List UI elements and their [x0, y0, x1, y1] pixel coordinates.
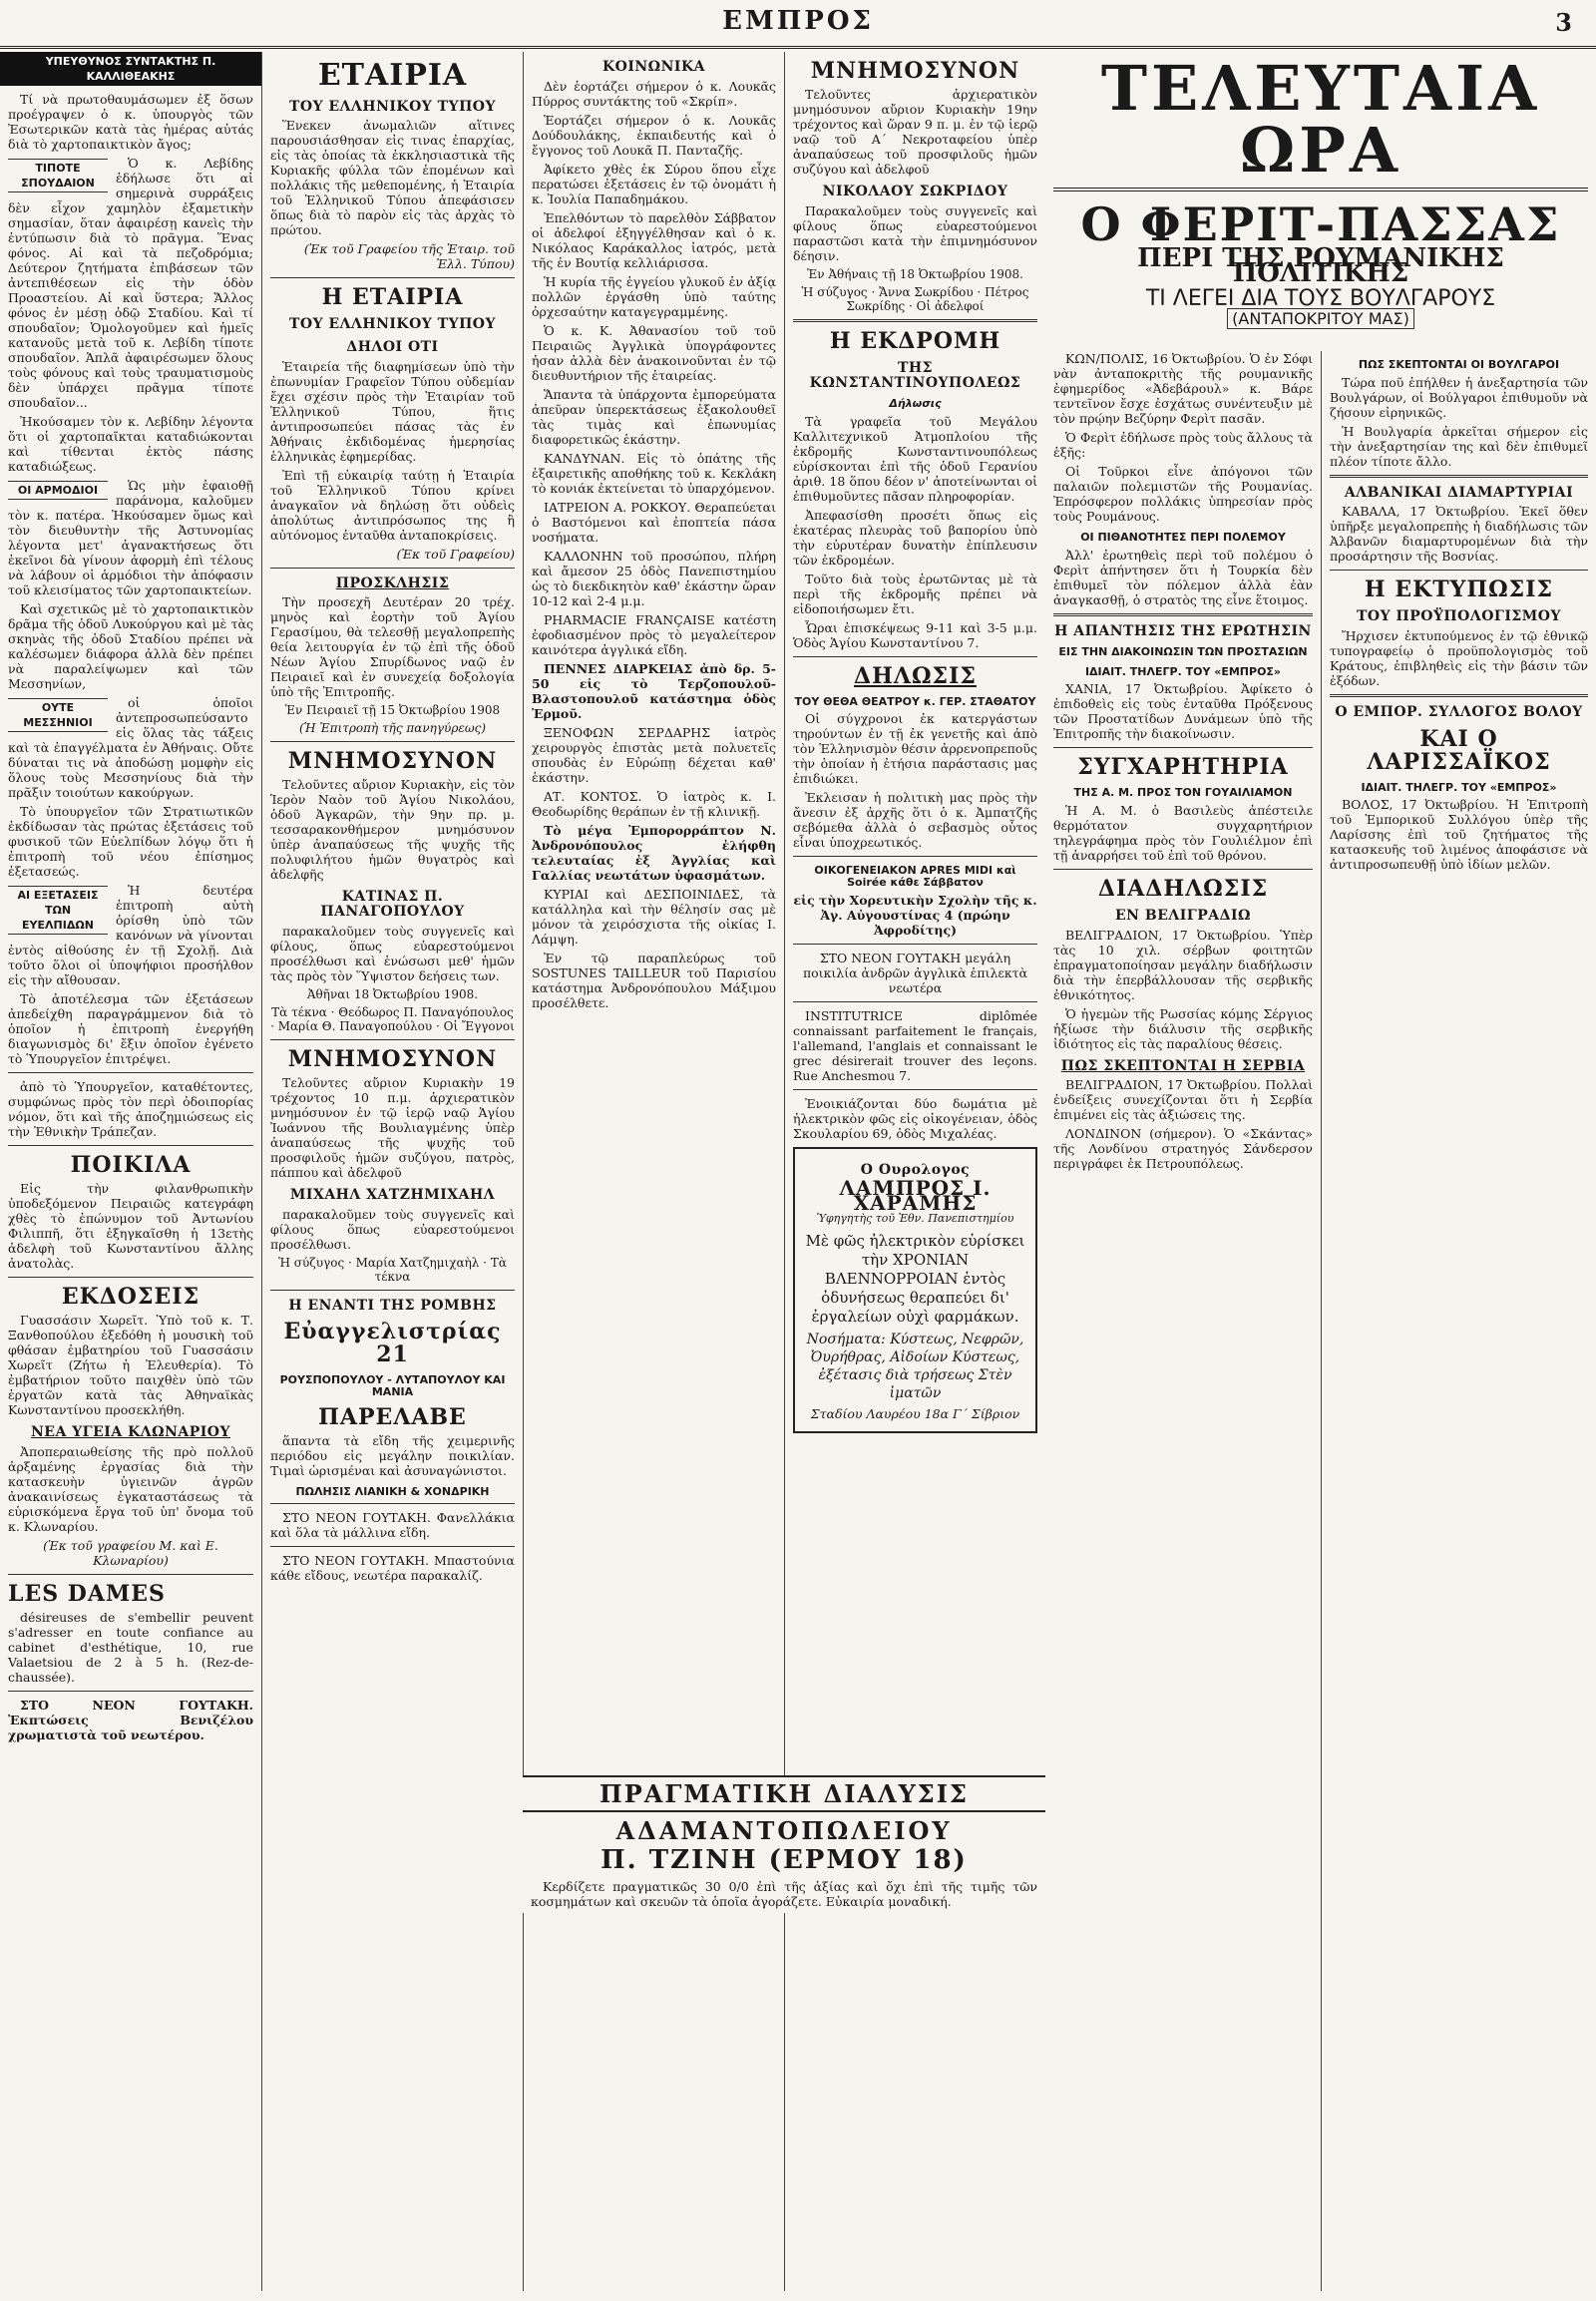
- column-1: [0, 52, 261, 2291]
- paragraph: Ὧραι ἐπισκέψεως 9-11 καὶ 3-5 μ.μ. Ὁδὸς Ἁγίου Κωνσταντίνου 7.: [793, 619, 1037, 650]
- section-heading: ΜΝΗΜΟΣΥΝΟΝ: [287, 1045, 498, 1072]
- divider: [8, 1691, 253, 1692]
- section-subheading: Εὐαγγελιστρίας 21: [283, 1319, 502, 1368]
- paragraph: PHARMACIE FRANÇAISE κατέστη ἐφοδιασμένον πρὸς τὸ μεγαλείτερον καινότερα ἀγγλικά εἴδη.: [532, 611, 776, 657]
- section-subheading: ΔΗΛΟΙ ΟΤΙ: [346, 338, 439, 355]
- source-note: (Ἐκ τοῦ Γραφείου τῆς Ἑταιρ. τοῦ Ἑλλ. Τύπου): [303, 241, 515, 272]
- deceased-name: ΚΑΤΙΝΑΣ Π. ΠΑΝΑΓΟΠΟΥΛΟΥ: [320, 889, 465, 921]
- paragraph: Καὶ σχετικῶς μὲ τὸ χαρτοπαικτικὸν δρᾶμα τῆς ὁδοῦ Λυκούργου καὶ μὲ τὰς σκηνὰς τῆς ὁδοῦ Σταδίου πρέπει νὰ καλέσωμεν διάφορα ἀλλὰ δὲν πρέπει νὰ παραλείψωμεν καὶ τῶν Μεσσηνίων,: [8, 601, 253, 691]
- correspondent-label: [1053, 308, 1588, 329]
- paragraph: Ἡ κυρία τῆς ἐγγείου γλυκοῦ ἐν ἀξίᾳ πολλῶν ἐργάσθη ὑπὸ ταύτης ὀρχεσαύτην καταγεγραμμένης.: [532, 273, 776, 319]
- banner-line: ΠΡΑΓΜΑΤΙΚΗ ΔΙΑΛΥΣΙΣ: [523, 1775, 1045, 1812]
- divider: [793, 656, 1037, 657]
- divider: [270, 741, 515, 742]
- paragraph: Ὁ κ. Λεβίδης ἐδήλωσε ὅτι αἱ σημερινὰ συρράξεις δὲν εἶχον χαμηλὸν ἐξαμετικὴν σημασίαν, ὅταν ἀφαιρέσῃ κανεὶς τὴν ἐντύπωσιν διὰ τὸ πρᾶγμα. Ἕνας φόνος. Αἱ καὶ τὰ πεζοδρόμια; Δεύτερον ζητήματα ἐπιβάσεων τῶν ἀντεπιθέσεων εἰς τὴν ὁδὸν Προαστείου. Αἱ καὶ ὕστερα; Ἄλλος φόνος ἐν μέσῃ ὁδῷ Σταδίου. Καὶ τί σπουδαῖον; Ὁμολογοῦμεν καὶ ἡμεῖς κατανοῦς μετὰ τοῦ κ. Λεβίδη τίποτε σπουδαῖον. Ἁπλᾶ ἀφαιρέσωμεν ὅλους τοὺς φόνους καὶ τοὺς τραυματισμοὺς δὲν ὑπάρχει πρᾶγμα τίποτε σπουδαῖον...: [8, 156, 253, 410]
- paragraph: ΠΕΝΝΕΣ ΔΙΑΡΚΕΙΑΣ ἀπὸ δρ. 5-50 εἰς τὸ Τερζοπουλοῦ-Βλαστοπουλοῦ κατάστημα ὁδὸς Ἐρμοῦ.: [532, 660, 776, 721]
- section-heading: ΠΩΣ ΣΚΕΠΤΟΝΤΑΙ Η ΣΕΡΒΙΑ: [1060, 1057, 1306, 1074]
- paragraph: Δὲν ἑορτάζει σήμερον ὁ κ. Λουκᾶς Πύρρος συντάκτης τοῦ «Σκρίπ».: [532, 78, 776, 109]
- paragraph: Τοῦτο διὰ τοὺς ἐρωτῶντας μὲ τὰ περὶ τῆς ἐκδρομῆς πρέπει νὰ εἰδοποιήσωμεν ἔτι.: [793, 571, 1037, 616]
- paragraph: Τὴν προσεχῆ Δευτέραν 20 τρέχ. μηνὸς καὶ ἑορτὴν τοῦ Ἁγίου Γερασίμου, θὰ τελεσθῇ μεγαλοπρεπὴς θεία λειτουργία ἐν τῷ ἐπὶ τῆς ὁδοῦ Νέων Ἁγίου Σπυρίδωνος ναῷ ἐν Πειραιεῖ καὶ ἐν συνεχείᾳ δοξολογία ὑπὸ τῆς Ἐπιτροπῆς.: [270, 594, 515, 700]
- signature: Τὰ τέκνα · Θεόδωρος Π. Παναγόπουλος · Μαρία Θ. Παναγοπούλου · Οἱ Ἔγγονοι: [270, 1004, 515, 1033]
- signature: Ἡ σύζυγος · Ἄννα Σωκρίδου · Πέτρος Σωκρίδης · Οἱ ἀδελφοί: [801, 284, 1029, 313]
- section-subheading: ΤΟΥ ΕΛΛΗΝΙΚΟΥ ΤΥΠΟΥ: [288, 98, 496, 115]
- paragraph: INSTITUTRICE diplômée connaissant parfaitement le français, l'allemand, l'anglais et connaissant le grec désirerait trouver des leçons. Rue Anchesmou 7.: [793, 1007, 1037, 1083]
- paragraph: Ἅπαντα τὰ ὑπάρχοντα ἐμπορεύματα ἀπεῦραν ὑπερεκτάσεως ἑξακολουθεῖ τὰς τιμὰς καὶ ἐπωνυμίας διαφορετικῶς ἑκάστην.: [532, 386, 776, 447]
- paragraph: Οἱ Τοῦρκοι εἶνε ἀπόγονοι τῶν παλαιῶν πολεμιστῶν τῆς Ρουμανίας. Ἐπρόσφερον πολλάκις ὑπηρεσίαν πρὸς τοὺς Ρουμάνους.: [1053, 464, 1313, 524]
- paragraph: ΒΟΛΟΣ, 17 Ὀκτωβρίου. Ἡ Ἐπιτροπὴ τοῦ Ἐμπορικοῦ Συλλόγου ὑπὲρ τῆς Λαρίσσης ἐπὶ τοῦ ζητήματος τῆς κατασκευῆς τοῦ λιμένος ἀποφάσισε νὰ ἀντιπροσωπευθῇ ὑπὸ ἰδίων μελῶν.: [1330, 797, 1588, 873]
- late-news-headline: Ο ΦΕΡΙΤ-ΠΑΣΣΑΣ: [1080, 197, 1561, 251]
- column-5-right: [1321, 351, 1596, 2291]
- section-subheading: ΤΗΣ Α. Μ. ΠΡΟΣ ΤΟΝ ΓΟΥΑΙΛΙΑΜΟΝ: [1073, 786, 1293, 800]
- paragraph: Ἡ Βουλγαρία ἀρκεῖται σήμερον εἰς τὴν ἀνεξαρτησίαν της καὶ δὲν ἐπιθυμεῖ πλέον τίποτε ἄλλο.: [1330, 423, 1588, 469]
- paragraph: Ἐνοικιάζονται δύο δωμάτια μὲ ἠλεκτρικὸν φῶς εἰς οἰκογένειαν, ὁδὸς Σκουλαρίου 69, ὁδὸς Μιχαλέας.: [793, 1095, 1037, 1141]
- section-heading: ΜΝΗΜΟΣΥΝΟΝ: [287, 748, 498, 775]
- divider: [1330, 475, 1588, 478]
- section-subheading: ΕΝ ΒΕΛΙΓΡΑΔΙΩ: [1115, 908, 1251, 925]
- paragraph: Ἀπεφασίσθη προσέτι ὅπως εἰς ἑκατέρας πλευρὰς τοῦ βαπορίου ὑπὸ τὴν εὐρυτέραν δυνατὴν ἐπίπλευσιν τῶν ἐκδρομέων.: [793, 507, 1037, 568]
- section-heading: ΜΝΗΜΟΣΥΝΟΝ: [810, 58, 1020, 84]
- column-4: [784, 52, 1045, 2291]
- divider: [793, 856, 1037, 857]
- section-heading: ΕΤΑΙΡΙΑ: [317, 58, 468, 93]
- section-subheading: ΤΟΥ ΠΡΟΫΠΟΛΟΓΙΣΜΟΥ: [1357, 608, 1561, 625]
- paragraph: Παρακαλοῦμεν τοὺς συγγενεῖς καὶ φίλους ὅπως εὐαρεστούμενοι παραστῶσι κατὰ τὴν ἐπιμνημόσυνον δέησιν.: [793, 202, 1037, 263]
- section-subheading: ΙΔΙΑΙΤ. ΤΗΛΕΓΡ. ΤΟΥ «ΕΜΠΡΟΣ»: [1361, 780, 1557, 794]
- section-subheading: ΤΟΥ ΕΛΛΗΝΙΚΟΥ ΤΥΠΟΥ: [288, 316, 496, 333]
- deceased-name: ΝΙΚΟΛΑΟΥ ΣΩΚΡΙΔΟΥ: [822, 184, 1008, 200]
- paragraph: ΚΩΝ/ΠΟΛΙΣ, 16 Ὀκτωβρίου. Ὁ ἐν Σόφι νὰν ἀνταποκριτὴς τῆς ρουμανικῆς ἐφημερίδος «Ἀδεβάρουλ» κ. Βάρε τεντεῖνον ἔσχε ἐσχάτως συνέντευξιν μὲ τὸν πρῴην Βεζύρην Φερὶτ πασᾶν.: [1053, 351, 1313, 426]
- paragraph: Ὁ Φερὶτ ἐδήλωσε πρὸς τοὺς ἄλλους τὰ ἑξῆς:: [1053, 430, 1313, 460]
- paragraph: Εἰς τὴν φιλανθρωπικὴν ὑποδεξόμενον Πειραιῶς κατεγράφη χθὲς τὸ ἐπώνυμον τοῦ Ἀντωνίου Φιλιππῆ, ὅτι ἐξηγκαῖσθη ἡ 13ετὴς ἀδελφὴ τοῦ Κωνσταντίνου ἄλλης ἀνατολὰς.: [8, 1181, 253, 1272]
- section-subheading: ΕΙΣ ΤΗΝ ΔΙΑΚΟΙΝΩΣΙΝ ΤΩΝ ΠΡΟΣΤΑΣΙΩΝ: [1058, 645, 1308, 659]
- divider: [1053, 869, 1313, 870]
- paragraph: Τὸ μέγα Ἐμπορορράπτον Ν. Ἀνδρονόπουλος ἐλήφθη τελευταίας ἐξ Ἀγγλίας καὶ Γαλλίας νεωτάτων ὑφασμάτων.: [532, 822, 776, 883]
- section-heading: ΣΥΓΧΑΡΗΤΗΡΙΑ: [1077, 754, 1289, 781]
- source-note: (Ἐκ τοῦ Γραφείου): [396, 546, 515, 562]
- side-label: ΟΙ ΑΡΜΟΔΙΟΙ: [8, 481, 108, 500]
- paragraph: Γυασσάσιν Χωρεῖτ. Ὑπὸ τοῦ κ. Τ. Ξανθοπούλου ἐξεδόθη ἡ μουσικὴ τοῦ φθάσαν ἐμβατηρίου τοῦ Γυασσάσιν Χωρεῖτ (Ζήτω ἡ Ἐλευθερία). Τὸ ἐμβατήριον τοῦτο παιχθὲν ὑπὸ τῶν ἐργατῶν κατὰ τὰς Ἀθηναϊκὰς Κωνσταντίνου προσεκλήθη.: [8, 1313, 253, 1418]
- signature: Ἀθῆναι 18 Ὀκτωβρίου 1908.: [306, 986, 479, 1001]
- section-heading: ΠΩΛΗΣΙΣ ΛΙΑΝΙΚΗ & ΧΟΝΔΡΙΚΗ: [295, 1484, 490, 1498]
- paragraph: désireuses de s'embellir peuvent s'adresser en toute confiance au cabinet d'esthétique, 10, rue Valaetsiou de 2 à 5 h. (Rez-de-chaussée).: [8, 1609, 253, 1685]
- late-news-title: ΤΕΛΕΥΤΑΙΑ ΩΡΑ: [1053, 58, 1588, 192]
- divider: [1330, 694, 1588, 697]
- paragraph: ΚΑΒΑΛΑ, 17 Ὀκτωβρίου. Ἐκεῖ ὅθεν ὑπῆρξε μεγαλοπρεπὴς ἡ διαδήλωσις τῶν Ἀλβανῶν διαμαρτυρομένων διὰ τὴν προσάρτησιν τῆς Βοσνίας.: [1330, 504, 1588, 565]
- jeweler-ad-banner: [523, 1775, 1045, 1913]
- source-note: (Ἐκ τοῦ γραφείου Μ. καὶ Ε. Κλωναρίου): [43, 1537, 218, 1568]
- paragraph: Τὸ ἀποτέλεσμα τῶν ἐξετάσεων ἀπεδείχθη παραγράμμενον διὰ τὸ ὁποῖον ἡ ἐπιτροπὴ ἐνεργήθη διαγωνισμὸς δι' ἔξιν ὁποῖον ἐγένετο τὸ Ὑπουργεῖον ἐπιτρέψει.: [8, 991, 253, 1066]
- paragraph: ΒΕΛΙΓΡΑΔΙΟΝ, 17 Ὀκτωβρίου. Πολλαὶ ἐνδείξεις συνεχίζονται ὅτι ἡ Σερβία ἐπιμένει εἰς τὰς ἀξιώσεις της.: [1053, 1077, 1313, 1123]
- author-bar: ΥΠΕΥΘΥΝΟΣ ΣΥΝΤΑΚΤΗΣ Π. ΚΑΛΛΙΘΕΑΚΗΣ: [0, 52, 261, 86]
- paragraph: ἅπαντα τὰ εἴδη τῆς χειμερινῆς περιόδου εἰς μεγάλην ποικιλίαν. Τιμαὶ ὡρισμέναι καὶ ἀσυναγώνιστοι.: [270, 1432, 515, 1478]
- ad-heading: Ο Ουρολογος: [860, 1161, 971, 1178]
- divider: [8, 1277, 253, 1278]
- paragraph: Τελοῦντες αὔριον Κυριακὴν 19 τρέχοντος 10 π.μ. ἀρχιερατικὸν μνημόσυνον ἐν τῷ ἱερῷ ναῷ Ἁγίου Ἰωάννου τῆς Βουλιαγμένης ὑπὲρ ἀναπαύσεως τῆς ψυχῆς τοῦ προσφιλοῦς ἡμῶν συζύγου, πατρὸς, πάππου καὶ ἀδελφοῦ: [270, 1074, 515, 1180]
- divider: [270, 1546, 515, 1547]
- section-heading: ΕΚΔΟΣΕΙΣ: [61, 1284, 200, 1311]
- paragraph: Οἱ σύγχρονοι ἐκ κατεργάστων τηρούντων ἐν τῇ ἐκ γενετῆς καὶ ἀπὸ τὸν Ἑλληνισμὸν θέσιν ἀρρενοπρεποῦς τὴν ὁποίαν ἡ ἐτήσια παράστασις μας ἐπιδιώκει.: [793, 711, 1037, 787]
- section-heading: Η ΕΚΔΡΟΜΗ: [829, 327, 1001, 354]
- paragraph: Ἠκούσαμεν τὸν κ. Λεβίδην λέγοντα ὅτι οἱ χαρτοπαῖκται καταδιώκονται καὶ τίθενται ἐκτὸς πάσης καταδιώξεως.: [8, 414, 253, 474]
- paragraph: Ἐν τῷ παραπλεύρως τοῦ SOSTUNES TAILLEUR τοῦ Παρισίου κατάστημα Ἀνδρονόπουλου Μάξιμου προσέλθετε.: [532, 950, 776, 1010]
- side-label: ΑΙ ΕΞΕΤΑΣΕΙΣ ΤΩΝ ΕΥΕΛΠΙΔΩΝ: [8, 886, 108, 935]
- paragraph: Ἡ Α. Μ. ὁ Βασιλεὺς ἀπέστειλε θερμότατον συγχαρητήριον τηλεγράφημα πρὸς τὸν Γουλιέλμον ἐπὶ τῇ ἀναρρήσει τοῦ ἐπὶ τοῦ θρόνου.: [1053, 802, 1313, 863]
- section-subheading: ΡΟΥΣΠΟΠΟΥΛΟΥ - ΛΥΤΑΠΟΥΛΟΥ ΚΑΙ ΜΑΝΙΑ: [279, 1373, 506, 1399]
- paragraph: ΛΟΝΔΙΝΟΝ (σήμερον). Ὁ «Σκάντας» τῆς Λονδίνου στρατηγός Σάνδερσον περιγράφει ἐκ Πετρουπόλεως.: [1053, 1126, 1313, 1172]
- paragraph: ΙΑΤΡΕΙΟΝ Α. ΡΟΚΚΟΥ. Θεραπεύεται ὁ Βαστόμενοι καὶ ἐποπτεία πάσα νοσήματα.: [532, 499, 776, 545]
- banner-line: Π. ΤΖΙΝΗ (ΕΡΜΟΥ 18): [600, 1845, 968, 1875]
- section-heading: ΟΙ ΠΙΘΑΝΟΤΗΤΕΣ ΠΕΡΙ ΠΟΛΕΜΟΥ: [1080, 531, 1286, 544]
- divider: [270, 1290, 515, 1291]
- paragraph: Ἀφίκετο χθὲς ἐκ Σύρου ὅπου εἶχε περατώσει ἐξετάσεις ἐν τῷ ὀνομάτι ἡ κ. Ἰουλία Παπαδημάκου.: [532, 161, 776, 206]
- paragraph: Ὁ ἡγεμὼν τῆς Ρωσσίας κόμης Σέργιος ἠξίωσε τὴν διάλυσιν τῆς σερβικῆς ἰδιότητος εἰς τὰς παραλίους θέσεις.: [1053, 1005, 1313, 1051]
- divider: [270, 277, 515, 278]
- paragraph: παρακαλοῦμεν τοὺς συγγενεῖς καὶ φίλους ὅπως εὐαρεστούμενοι προσέλθωσι.: [270, 1206, 515, 1252]
- section-subheading: ΠΑΡΕΛΑΒΕ: [318, 1403, 467, 1430]
- correspondent-text: (ΑΝΤΑΠΟΚΡΙΤΟΥ ΜΑΣ): [1227, 308, 1414, 329]
- paragraph: Ἑορτάζει σήμερον ὁ κ. Λουκᾶς Δούδουλάκης, ἐκπαιδευτής καὶ ὁ ἔγγονος τοῦ Λουκᾶ Π. Πανταζῆς.: [532, 112, 776, 158]
- late-news-subheadline: ΠΕΡΙ ΤΗΣ ΡΟΥΜΑΝΙΚΗΣ ΠΟΛΙΤΙΚΗΣ: [1137, 243, 1504, 288]
- banner-line: ΑΔΑΜΑΝΤΟΠΩΛΕΙΟΥ: [615, 1816, 953, 1845]
- divider: [270, 1039, 515, 1040]
- ad-text: Νοσήματα: Κύστεως, Νεφρῶν, Ὀυρήθρας, Αἰδοίων Κύστεως, ἐξέτασις διὰ τρήσεως Στὲν ἰματῶν: [806, 1332, 1024, 1402]
- paragraph: ΚΑΛΛΟΝΗΝ τοῦ προσώπου, πλήρη καὶ ἄμεσον 25 ὁδὸς Πανεπιστημίου ὡς τὸ διεκδικητὸν καθ' ἑκάστην ὥραν 10-12 καὶ 2-4 μ.μ.: [532, 548, 776, 608]
- divider: [270, 568, 515, 569]
- paragraph: ΚΥΡΙΑΙ καὶ ΔΕΣΠΟΙΝΙΔΕΣ, τὰ κατάλληλα καὶ τὴν θέλησίν σας μὲ μόνον τὰ χειρόσχιστα τῆς οἰκίας Ι. Λάμψη.: [532, 886, 776, 947]
- paragraph: Ἡ δευτέρα ἐπιτροπὴ αὐτὴ ὁρίσθη ὑπὸ τῶν κανόνων νὰ γίνονται ἐντὸς αἰθούσης ἐν τῇ Σχολῇ. Διὰ τοῦτο ὅλοι οἱ ὑποψήφιοι προσήλθον εἰς τὴν αἴθουσαν.: [8, 883, 253, 987]
- section-heading: ΚΟΙΝΩΝΙΚΑ: [601, 59, 706, 75]
- paragraph: ΑΤ. ΚΟΝΤΟΣ. Ὁ ἰατρὸς κ. Ι. Θεοδωρίδης θεράπων ἐν τῇ κλινικῇ.: [532, 788, 776, 819]
- divider: [270, 1503, 515, 1504]
- paragraph: ΞΕΝΟΦΩΝ ΣΕΡΔΑΡΗΣ ἰατρὸς χειρουργὸς ἐπιστὰς μετὰ πολυετεῖς σπουδὰς ἐν Εὐρώπῃ δέχεται καθ' ἑκάστην.: [532, 724, 776, 785]
- paragraph: ΒΕΛΙΓΡΑΔΙΟΝ, 17 Ὀκτωβρίου. Ὑπὲρ τὰς 10 χιλ. σέρβων φοιτητῶν ἐπραγματοποίησαν μεγάλην διαδήλωσιν διὰ τὴν ἑπερβάλλουσαν τῆς σερβικῆς ἐθνικότητος.: [1053, 927, 1313, 1002]
- signature: (Ἡ Ἐπιτροπὴ τῆς πανηγύρεως): [298, 721, 487, 736]
- section-heading: ΔΙΑΔΗΛΩΣΙΣ: [1097, 875, 1269, 902]
- divider: [1330, 570, 1588, 571]
- paragraph: ΣΤΟ ΝΕΟΝ ΓΟΥΤΑΚΗ μεγάλη ποικιλία ἀνδρῶν ἀγγλικὰ ἐπιλεκτὰ νεωτέρα: [802, 950, 1028, 995]
- section-subheading: ΤΗΣ ΚΩΝΣΤΑΝΤΙΝΟΥΠΟΛΕΩΣ: [809, 359, 1021, 391]
- section-heading: ΠΡΟΣΚΛΗΣΙΣ: [335, 575, 450, 591]
- section-subheading: ΤΟΥ ΘΕΘΑ ΘΕΑΤΡΟΥ κ. ΓΕΡ. ΣΤΑΘΑΤΟΥ: [794, 694, 1036, 708]
- section-subheading: ΙΔΙΑΙΤ. ΤΗΛΕΓΡ. ΤΟΥ «ΕΜΠΡΟΣ»: [1084, 664, 1282, 678]
- paragraph: Τελοῦντες ἀρχιερατικὸν μνημόσυνον αὔριον Κυριακὴν 19ην τρέχοντος καὶ ὥραν 9 π. μ. ἐν τῷ ἱερῷ ναῷ τοῦ Α΄ Νεκροταφείου ὑπὲρ ἀναπαύσεως τοῦ προσφιλοῦς ἡμῶν συζύγου καὶ ἀδελφοῦ: [793, 87, 1037, 178]
- section-subheading: ΚΑΙ Ο ΛΑΡΙΣΣΑΪΚΟΣ: [1367, 725, 1551, 775]
- divider: [8, 1574, 253, 1575]
- paragraph: ΣΤΟ ΝΕΟΝ ΓΟΥΤΑΚΗ. Φανελλάκια καὶ ὅλα τὰ μάλλινα εἴδη.: [270, 1510, 515, 1541]
- newspaper-title: ΕΜΠΡΟΣ: [722, 6, 874, 36]
- side-label: ΟΥΤΕ ΜΕΣΣΗΝΙΟΙ: [8, 698, 108, 732]
- section-heading: ΠΟΙΚΙΛΑ: [70, 1152, 192, 1178]
- paragraph: Τώρα ποῦ ἐπήλθεν ἡ ἀνεξαρτησία τῶν Βουλγάρων, οἱ Βούλγαροι ἐπιθυμοῦν νὰ ζήσουν εἰρηνικῶς.: [1330, 374, 1588, 420]
- paragraph: οἱ ὁποῖοι ἀντεπροσωπεύσαντο εἰς ὅλας τὰς τάξεις καὶ τὰ ἐπαγγέλματα ἐν Ἀθήναις. Οὔτε δύναται τις νὰ ἀποδώσῃ μομφὴν εἰς ὅλους τοὺς Μεσσηνίους διὰ τὴν πρᾶξιν τοιούτων κακούργων.: [8, 695, 253, 800]
- signature: Ἐν Ἀθήναις τῇ 18 Ὀκτωβρίου 1908.: [807, 266, 1023, 281]
- paragraph: Ἐπελθόντων τὸ παρελθὸν Σάββατον οἱ ἀδελφοί ἐξηγγέλθησαν καὶ ὁ κ. Νικόλαος Καράκαλλος ἰατρός, μετὰ τῆς ἐν Βουτίᾳ κελλιάρισσα.: [532, 209, 776, 270]
- page-number: 3: [1555, 8, 1572, 37]
- paragraph: Ἕνεκεν ἀνωμαλιῶν αἵτινες παρουσιάσθησαν εἰς τινας ἐπαρχίας, εἰς τὰς ὁποίας τὰ ἐκκλησιαστικὰ τῆς Κυριακῆς φύλλα τῶν ἐπομένων καὶ πολλάκις τῆς μεθεπομένης, ἡ Ἑταιρία τοῦ Ἑλληνικοῦ Τύπου ἀπεφάσισεν ὅπως διὰ τὸ παρὸν εἰς τὰς ἀρχὰς τὸ πρώτου.: [270, 118, 515, 238]
- section-heading: Η ΕΝΑΝΤΙ ΤΗΣ ΡΟΜΒΗΣ: [288, 1297, 497, 1314]
- divider: [8, 1072, 253, 1073]
- paragraph: Τὰ γραφεῖα τοῦ Μεγάλου Καλλιτεχνικοῦ Ἀτμοπλοίου τῆς ἐκδρομῆς Κωνσταντινουπόλεως εὑρίσκονται ἐπὶ τῆς ὁδοῦ Γερανίου ἀριθ. 18 ὅπου δέον ν' ἀποτείνωνται οἱ ἐπιθυμοῦντες πᾶσαν πληροφορίαν.: [793, 413, 1037, 504]
- section-heading: Η ΑΠΑΝΤΗΣΙΣ ΤΗΣ ΕΡΩΤΗΣΙΝ: [1054, 622, 1312, 639]
- signature: Ἐν Πειραιεῖ τῇ 15 Ὀκτωβρίου 1908: [284, 703, 501, 718]
- late-news-subheadline: ΤΙ ΛΕΓΕΙ ΔΙΑ ΤΟΥΣ ΒΟΥΛΓΑΡΟΥΣ: [1145, 286, 1496, 311]
- section-heading: ΠΩΣ ΣΚΕΠΤΟΝΤΑΙ ΟΙ ΒΟΥΛΓΑΡΟΙ: [1358, 358, 1560, 371]
- divider: [1053, 613, 1313, 616]
- side-label: ΤΙΠΟΤΕ ΣΠΟΥΔΑΙΟΝ: [8, 159, 108, 192]
- paragraph: ἀπὸ τὸ Ὑπουργεῖον, καταθέτοντες, συμφώνως πρὸς τὸν περὶ ὀδοιπορίας νόμον, ὅτι καὶ τῆς ἀποζημιώσεως εἰς τὴν Ἐθνικὴν Τράπεζαν.: [8, 1079, 253, 1139]
- masthead: [0, 0, 1596, 49]
- doctor-ad: [793, 1147, 1037, 1434]
- paragraph: Τὸ ὑπουργεῖον τῶν Στρατιωτικῶν ἐκδίδωσαν τὰς πρώτας ἐξετάσεις τοῦ φυσικοῦ τῶν Εὐελπίδων λόγῳ ὅτι ἡ ἐπιτροπὴ τοῦ νέου ἐπίσημος ἐξετασεώς.: [8, 804, 253, 879]
- paragraph: Ἀλλ' ἐρωτηθεὶς περὶ τοῦ πολέμου ὁ Φερὶτ ἀπήντησεν ὅτι ἡ Τουρκία δὲν ἐπιθυμεῖ τὸν πόλεμον ἀλλὰ ἐὰν ἀναγκασθῇ, ὁ στρατὸς της εἶνε ἕτοιμος.: [1053, 547, 1313, 607]
- paragraph: Ἑταιρεία τῆς διαφημίσεων ὑπὸ τὴν ἐπωνυμίαν Γραφεῖον Τύπου οὐδεμίαν ἔχει σχέσιν πρὸς τὴν Ἑταιρίαν τοῦ Ἑλληνικοῦ Τύπου, ἥτις ἀντιπροσωπεύει πάσας τὰς ἐν Ἀθήναις ἐκδιδομένας ἡμερησίας ἑλληνικὰς ἐφημερίδας.: [270, 358, 515, 464]
- section-heading: LES DAMES: [8, 1580, 166, 1607]
- column-2: [261, 52, 523, 2291]
- divider: [1053, 747, 1313, 748]
- ad-address: Σταδίου Λαυρέου 18α Γ΄ Σίβριον: [810, 1406, 1020, 1422]
- divider: [793, 319, 1037, 322]
- paragraph: Ἤρχισεν ἐκτυπούμενος ἐν τῷ ἐθνικῷ τυπογραφείῳ ὁ προϋπολογισμὸς τοῦ Κράτους, ἐπιβληθεὶς εἰς τὴν βάσιν τῶν ἐξόδων.: [1330, 628, 1588, 689]
- section-heading: Ο ΕΜΠΟΡ. ΣΥΛΛΟΓΟΣ ΒΟΛΟΥ: [1335, 704, 1583, 721]
- paragraph: Τελοῦντες αὔριον Κυριακὴν, εἰς τὸν Ἱερὸν Ναὸν τοῦ Ἁγίου Νικολάου, ὁδοῦ Ἀγκαρῶν, τὴν 9ην πρ. μ. τεσσαρακονθήμερον μνημόσυνον ὑπὲρ ἀναπαύσεως τῆς ψυχῆς τῆς πολυφιλήτου ἡμῶν θυγατρὸς καὶ ἀδελφῆς: [270, 777, 515, 883]
- column-5: [1045, 52, 1596, 2291]
- paragraph: ΣΤΟ ΝΕΟΝ ΓΟΥΤΑΚΗ. Ἐκπτώσεις Βενιζέλου χρωματιστὰ τοῦ νεωτέρου.: [8, 1697, 253, 1742]
- paragraph: ΧΑΝΙΑ, 17 Ὀκτωβρίου. Ἀφίκετο ὁ ἐπιδοθεὶς εἰς τοὺς ἐνταῦθα Πρόξενους τῶν Προστατίδων Δυνάμεων ὑπὸ τῆς Ἐπιτροπῆς τὴν διακοίνωσιν.: [1053, 681, 1313, 742]
- paragraph: ΚΑΝΔΥΝΑΝ. Εἰς τὸ ὁπάτης τῆς ἐξαιρετικῆς αποθήκης τοῦ κ. Κεκλάκη τὸ κονιάκ ἐκτείνεται τὸ ὑπαρχόμενον.: [532, 450, 776, 496]
- paragraph: Ἐκλεισαν ἡ πολιτικὴ μας πρὸς τὴν ἄνεσιν ἐξ ἀρχῆς ὅτι ὁ κ. Ἀμπατζῆς σεβόμεθα ἀλλὰ ὁ σεβασμὸς οὗτος εἶναι ὑποχρεωτικός.: [793, 790, 1037, 851]
- section-heading: ΑΛΒΑΝΙΚΑΙ ΔΙΑΜΑΡΤΥΡΙΑΙ: [1344, 484, 1574, 501]
- paragraph: παρακαλοῦμεν τοὺς συγγενεῖς καὶ φίλους, ὅπως εὐαρεστούμενοι προσέλθωσι καὶ ἑνώσωσι μεθ' ἡμῶν τὰς πρὸς τὸν Ὕψιστον δεήσεις των.: [270, 923, 515, 983]
- paragraph: Ὁ κ. Κ. Ἀθανασίου τοῦ τοῦ Πειραιῶς Ἀγγλικὰ ὑπογράφοντες ἠσαν ἀλλὰ δὲν ἀνακοινοῦνται ἐν τῷ διευθυντήριον τῆς ἐταιρείας.: [532, 322, 776, 383]
- deceased-name: ΜΙΧΑΗΛ ΧΑΤΖΗΜΙΧΑΗΛ: [289, 1186, 496, 1203]
- paragraph: ΣΤΟ ΝΕΟΝ ΓΟΥΤΑΚΗ. Μπαστούνια κάθε εἴδους, νεωτέρα παρακαλίζ.: [270, 1553, 515, 1584]
- paragraph: Ἐπὶ τῇ εὐκαιρίᾳ ταύτῃ ἡ Ἑταιρία τοῦ Ἑλληνικοῦ Τύπου κρίνει ἀναγκαῖον νὰ δηλώσῃ ὅτι οὐδεὶς ἀπολύτως ἀντιπρόσωπος της ἢ αὐτόνομος ἐνταῦθα ἀνταποκρίσεις.: [270, 467, 515, 543]
- column-3: [523, 52, 784, 2291]
- signature: Ἡ σύζυγος · Μαρία Χατζημιχαὴλ · Τὰ τέκνα: [278, 1255, 507, 1284]
- divider: [8, 1145, 253, 1146]
- ad-name: ΛΑΜΠΡΟΣ Ι. ΧΑΡΑΜΗΣ: [839, 1176, 992, 1216]
- divider: [793, 1001, 1037, 1002]
- paragraph: Ὡς μὴν ἐφαιοθῇ παράνομα, καλοῦμεν τὸν κ. πατέρα. Ἠκούσαμεν ὅμως καὶ τὸν διευθυντὴν τῆς Ἀστυνομίας λέγοντα μετ' ἀγανακτήσεως ὅτι ἐκεῖνοι δὰ γίνουν ἀφορμὴ ἐπὶ τέλους νὰ λάβουν οἱ ἁρμόδιοι τὴν ἀπόφασιν τοῦ κλεισίματος τῶν χαρτοπαικτείων.: [8, 478, 253, 597]
- section-subheading: Δήλωσις: [889, 397, 942, 411]
- banner-text: Κερδίζετε πραγματικῶς 30 0/0 ἐπὶ τῆς ἀξίας καὶ ὄχι ἐπὶ τῆς τιμῆς τῶν κοσμημάτων καὶ σκευῶν τὰ ὁποῖα ἀγοράζετε. Εὐκαιρία μοναδική.: [531, 1879, 1037, 1909]
- divider: [793, 944, 1037, 945]
- paragraph: Τί νὰ πρωτοθαυμάσωμεν ἐξ ὅσων προέγραψεν ὁ κ. ὑπουργὸς τῶν Ἐσωτερικῶν κατὰ τὰς ἡμέρας αὐτάς διὰ τὸ χαρτοπαικτικὸν ἄγος;: [8, 92, 253, 152]
- ad-text: Μὲ φῶς ἠλεκτρικὸν εὑρίσκει τὴν ΧΡΟΝΙΑΝ ΒΛΕΝΝΟΡΡΟΙΑΝ ἐντὸς ὀδυνήσεως θεραπεύει δι' ἐργαλείων οὐχὶ φαρμάκων.: [805, 1232, 1025, 1327]
- section-heading: ΔΗΛΩΣΙΣ: [854, 662, 977, 689]
- paragraph: εἰς τὴν Χορευτικὴν Σχολὴν τῆς κ. Ἀγ. Αὐγουστίνας 4 (πρώην Ἀφροδίτης): [793, 892, 1037, 938]
- section-heading: Η ΕΤΑΙΡΙΑ: [321, 284, 464, 311]
- paragraph: Ἀποπεραιωθείσης τῆς πρὸ πολλοῦ ἀρξαμένης ἐργασίας διὰ τὴν κατασκευὴν ὑγιεινῶν ἀγρῶν ἀνακαινίσεως ἐγκαταστάσεως τὰ εὑρισκόμενα ἔργα τοῦ ὑπ' ὄνομα τοῦ κ. Κλωναρίου.: [8, 1443, 253, 1534]
- section-heading: ΝΕΑ ΥΓΕΙΑ ΚΛΩΝΑΡΙΟΥ: [30, 1424, 230, 1441]
- divider: [793, 1089, 1037, 1090]
- section-heading: Η ΕΚΤΥΠΩΣΙΣ: [1364, 576, 1554, 603]
- section-heading: ΟΙΚΟΓΕΝΕΙΑΚΟΝ APRES MIDI καὶ Soirée κάθε Σάββατον: [814, 864, 1016, 889]
- ad-subtitle: Ὑφηγητὴς τοῦ Ἐθν. Πανεπιστημίου: [816, 1212, 1014, 1226]
- column-5-left: [1045, 351, 1321, 2291]
